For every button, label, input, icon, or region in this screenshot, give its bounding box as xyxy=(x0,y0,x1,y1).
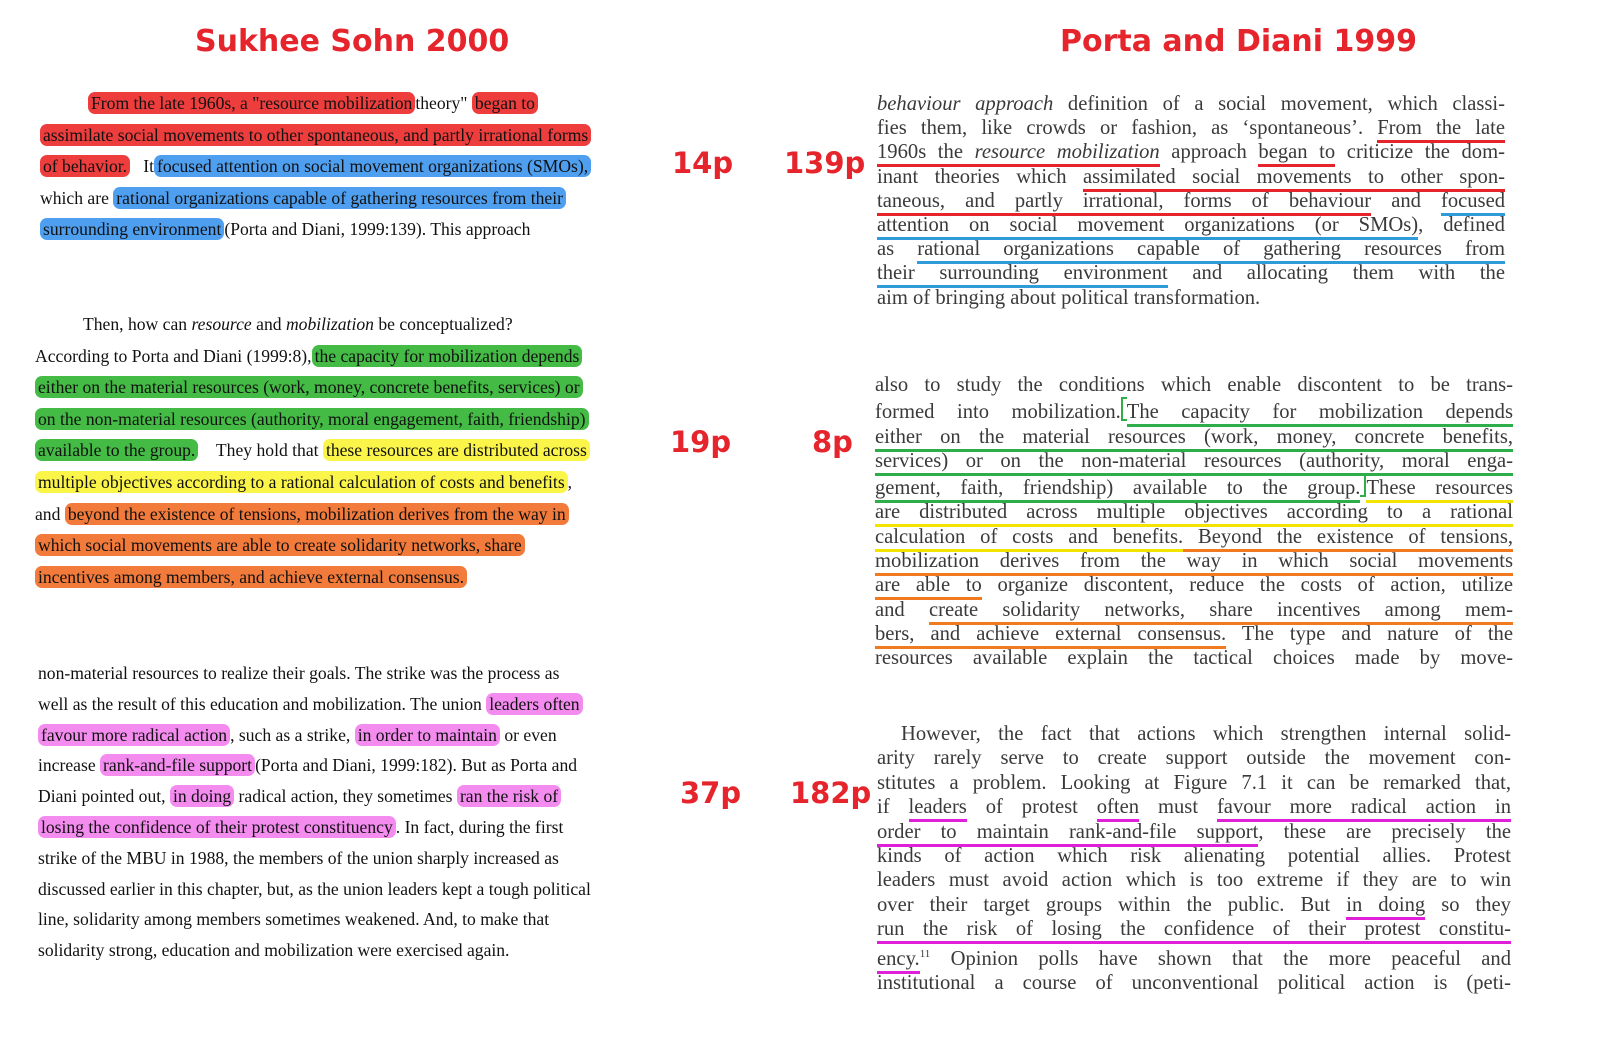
text-line: and beyond the existence of tensions, mobilization derives from the way in xyxy=(35,499,590,531)
sohn-excerpt-3 xyxy=(38,658,591,966)
text-line: However, the fact that actions which strengthen internal solid- xyxy=(901,723,1511,745)
underline-yellow: These resources xyxy=(1366,477,1513,503)
text-line: ency.$^{11}$ Opinion polls have shown that the more peaceful and xyxy=(877,942,1511,971)
text-line xyxy=(35,404,590,436)
text-line: attention on social movement organizations (or SMOs), defined xyxy=(877,213,1505,237)
text-line: behaviour approach definition of a social movement, which classi- xyxy=(877,93,1505,115)
text-line: their surrounding environment and allocating them with the xyxy=(877,261,1505,285)
highlight-blue: focused attention on social movement organizations (SMOs), xyxy=(154,155,591,177)
text-line: strike of the MBU in 1988, the members of the union sharply increased as xyxy=(38,847,559,868)
highlight-blue: rational organizations capable of gathering resources from their xyxy=(113,187,566,209)
sohn-excerpt-1 xyxy=(40,88,591,246)
text-line xyxy=(875,549,1513,573)
text-line: available to the group. They hold that these resources are distributed across xyxy=(35,435,590,467)
text-line xyxy=(875,473,1513,500)
page-label-8p: 8p xyxy=(812,425,853,459)
page-label-37p: 37p xyxy=(680,776,742,810)
underline-blue: rational organizations capable of gathering resources from xyxy=(917,238,1505,264)
underline-yellow: are distributed across multiple objectives according to a rational xyxy=(875,501,1513,527)
porta-diani-scan-8 xyxy=(875,373,1513,671)
highlight-green: on the non-material resources (authority, moral engagement, faith, friendship) xyxy=(35,408,589,430)
highlight-orange: beyond the existence of tensions, mobilization derives from the way in xyxy=(65,503,569,525)
text-line: inant theories which assimilated social movements to other spon- xyxy=(877,165,1505,189)
page-label-139p: 139p xyxy=(784,146,866,180)
text-line: discussed earlier in this chapter, but, as the union leaders kept a tough political xyxy=(38,878,591,899)
underline-orange: mobilization derives from the way in which social movements xyxy=(875,550,1513,576)
highlight-green: the capacity for mobilization depends xyxy=(312,345,583,367)
underline-green: services) or on the non-material resources (authority, moral enga- xyxy=(875,450,1513,476)
text-line: aim of bringing about political transformation. xyxy=(877,286,1261,309)
text-line: increase rank-and-file support (Porta and Diani, 1999:182). But as Porta and xyxy=(38,755,578,776)
text-line: also to study the conditions which enable discontent to be trans- xyxy=(875,374,1513,396)
text-line: formed into mobilization. The capacity for mobilization depends xyxy=(875,397,1513,424)
text-line: institutional a course of unconventional political action is (peti- xyxy=(877,971,1511,994)
text-line: solidarity strong, education and mobilization were exercised again. xyxy=(38,940,510,961)
highlight-red: assimilate social movements to other spontaneous, and partly irrational forms xyxy=(40,124,591,146)
text-line: well as the result of this education and mobilization. The union leaders often xyxy=(38,689,591,720)
highlight-yellow: multiple objectives according to a rational calculation of costs and benefits xyxy=(35,471,568,493)
underline-green: either on the material resources (work, money, concrete benefits, xyxy=(875,426,1513,452)
text-line: arity rarely serve to create support outside the movement con- xyxy=(877,747,1511,770)
text-line xyxy=(875,525,1513,549)
highlight-pink: rank-and-file support xyxy=(100,754,255,776)
text-line: stitutes a problem. Looking at Figure 7.1 it can be remarked that, xyxy=(877,771,1511,794)
highlight-green: either on the material resources (work, money, concrete benefits, services) or xyxy=(35,376,583,398)
text-line: of behavior. It focused attention on social movement organizations (SMOs), xyxy=(40,151,591,183)
text-line xyxy=(35,530,590,562)
porta-diani-scan-182 xyxy=(877,722,1511,995)
highlight-pink: leaders often xyxy=(486,693,582,715)
text-line: over their target groups within the public. But in doing so they xyxy=(877,893,1511,917)
underline-red: assimilated social movements to other spon- xyxy=(1083,166,1505,192)
underline-orange: create solidarity networks, share incentives among mem- xyxy=(929,599,1513,625)
text-line: 1960s the resource mobilization approach began to criticize the dom- xyxy=(877,140,1505,164)
text-line xyxy=(877,917,1511,941)
text-line: fies them, like crowds or fashion, as ‘spontaneous’. From the late xyxy=(877,116,1505,140)
underline-blue: their surrounding environment xyxy=(877,262,1168,288)
underline-green: The capacity for mobilization depends xyxy=(1127,401,1513,427)
text-line: resources available explain the tactical choices made by move- xyxy=(875,647,1513,670)
text-line: bers, and achieve external consensus. The type and nature of the xyxy=(875,622,1513,646)
text-line: taneous, and partly irrational, forms of behaviour and focused xyxy=(877,189,1505,213)
underline-magenta: order to maintain rank-and-file support xyxy=(877,821,1258,847)
underline-magenta: often xyxy=(1097,796,1139,822)
underline-blue: attention on social movement organizations (or SMOs) xyxy=(877,214,1418,240)
highlight-orange: which social movements are able to create solidarity networks, share xyxy=(35,534,525,556)
highlight-pink: losing the confidence of their protest constituency xyxy=(38,816,396,838)
highlight-red: of behavior. xyxy=(40,155,130,177)
text-line: kinds of action which risk alienating potential allies. Protest xyxy=(877,845,1511,868)
text-line: non-material resources to realize their goals. The strike was the process as xyxy=(38,663,560,683)
text-line: From the late 1960s, a "resource mobilization theory" began to xyxy=(40,88,591,120)
underline-red: taneous, and partly irrational, forms of behaviour xyxy=(877,190,1371,216)
highlight-red: From the late 1960s, a "resource mobilization xyxy=(88,92,415,114)
text-line xyxy=(40,120,591,152)
text-line: Then, how can resource and mobilization be conceptualized? xyxy=(83,314,513,334)
underline-magenta: ency. xyxy=(877,948,920,974)
underline-magenta: in doing xyxy=(1346,894,1425,920)
text-line: if leaders of protest often must favour more radical action in xyxy=(877,795,1511,819)
text-line: order to maintain rank-and-file support, these are precisely the xyxy=(877,820,1511,844)
text-line: Diani pointed out, in doing radical action, they sometimes ran the risk of xyxy=(38,781,591,812)
underline-orange: are able to xyxy=(875,574,982,600)
underline-blue: focused xyxy=(1441,190,1505,216)
underline-red: 1960s the resource mobilization xyxy=(877,141,1160,167)
text-line: line, solidarity among members sometimes weakened. And, to make that xyxy=(38,909,550,930)
underline-yellow: calculation of costs and benefits. xyxy=(875,526,1183,552)
highlight-pink: in doing xyxy=(170,785,234,807)
text-line: are able to organize discontent, reduce the costs of action, utilize xyxy=(875,573,1513,597)
left-header: Sukhee Sohn 2000 xyxy=(195,24,510,59)
text-line: According to Porta and Diani (1999:8), the capacity for mobilization depends xyxy=(35,341,590,373)
underline-orange: bers, and achieve external consensus. xyxy=(875,623,1226,649)
page-label-14p: 14p xyxy=(672,146,734,180)
bracket-open xyxy=(1121,397,1127,421)
text-line: multiple objectives according to a rational calculation of costs and benefits , xyxy=(35,467,590,499)
text-line xyxy=(35,372,590,404)
underline-green: gement, faith, friendship) available to the group. xyxy=(875,477,1360,503)
right-header: Porta and Diani 1999 xyxy=(1060,24,1417,59)
porta-diani-scan-139 xyxy=(877,92,1505,310)
underline-red: began to xyxy=(1258,141,1335,167)
highlight-orange: incentives among members, and achieve external consensus. xyxy=(35,566,467,588)
footnote-marker: 11 xyxy=(919,947,931,960)
underline-magenta: run the risk of losing the confidence of their protest constitu- xyxy=(877,918,1511,944)
text-line xyxy=(35,562,590,594)
highlight-yellow: these resources are distributed across xyxy=(323,439,590,461)
underline-magenta: favour more radical action in xyxy=(1217,796,1511,822)
text-line: surrounding environment (Porta and Diani, 1999:139). This approach xyxy=(40,214,591,246)
text-line xyxy=(875,425,1513,449)
page-label-182p: 182p xyxy=(790,776,872,810)
highlight-pink: in order to maintain xyxy=(355,724,500,746)
highlight-pink: ran the risk of xyxy=(457,785,561,807)
underline-orange: Beyond the existence of tensions, xyxy=(1183,526,1513,552)
highlight-blue: surrounding environment xyxy=(40,218,224,240)
text-line: and create solidarity networks, share incentives among mem- xyxy=(875,598,1513,622)
page-label-19p: 19p xyxy=(670,425,732,459)
text-line xyxy=(875,500,1513,524)
text-line: leaders must avoid action which is too extreme if they are to win xyxy=(877,869,1511,892)
underline-red: From the late xyxy=(1377,117,1505,143)
highlight-green: available to the group. xyxy=(35,439,198,461)
sohn-excerpt-2 xyxy=(35,309,590,593)
underline-magenta: leaders xyxy=(909,796,967,822)
text-line: as rational organizations capable of gathering resources from xyxy=(877,237,1505,261)
text-line: losing the confidence of their protest constituency . In fact, during the first xyxy=(38,812,591,843)
highlight-pink: favour more radical action xyxy=(38,724,230,746)
highlight-red: began to xyxy=(472,92,538,114)
text-line: which are rational organizations capable of gathering resources from their xyxy=(40,183,591,215)
text-line xyxy=(875,449,1513,473)
text-line: favour more radical action , such as a strike, in order to maintain or even xyxy=(38,720,591,751)
